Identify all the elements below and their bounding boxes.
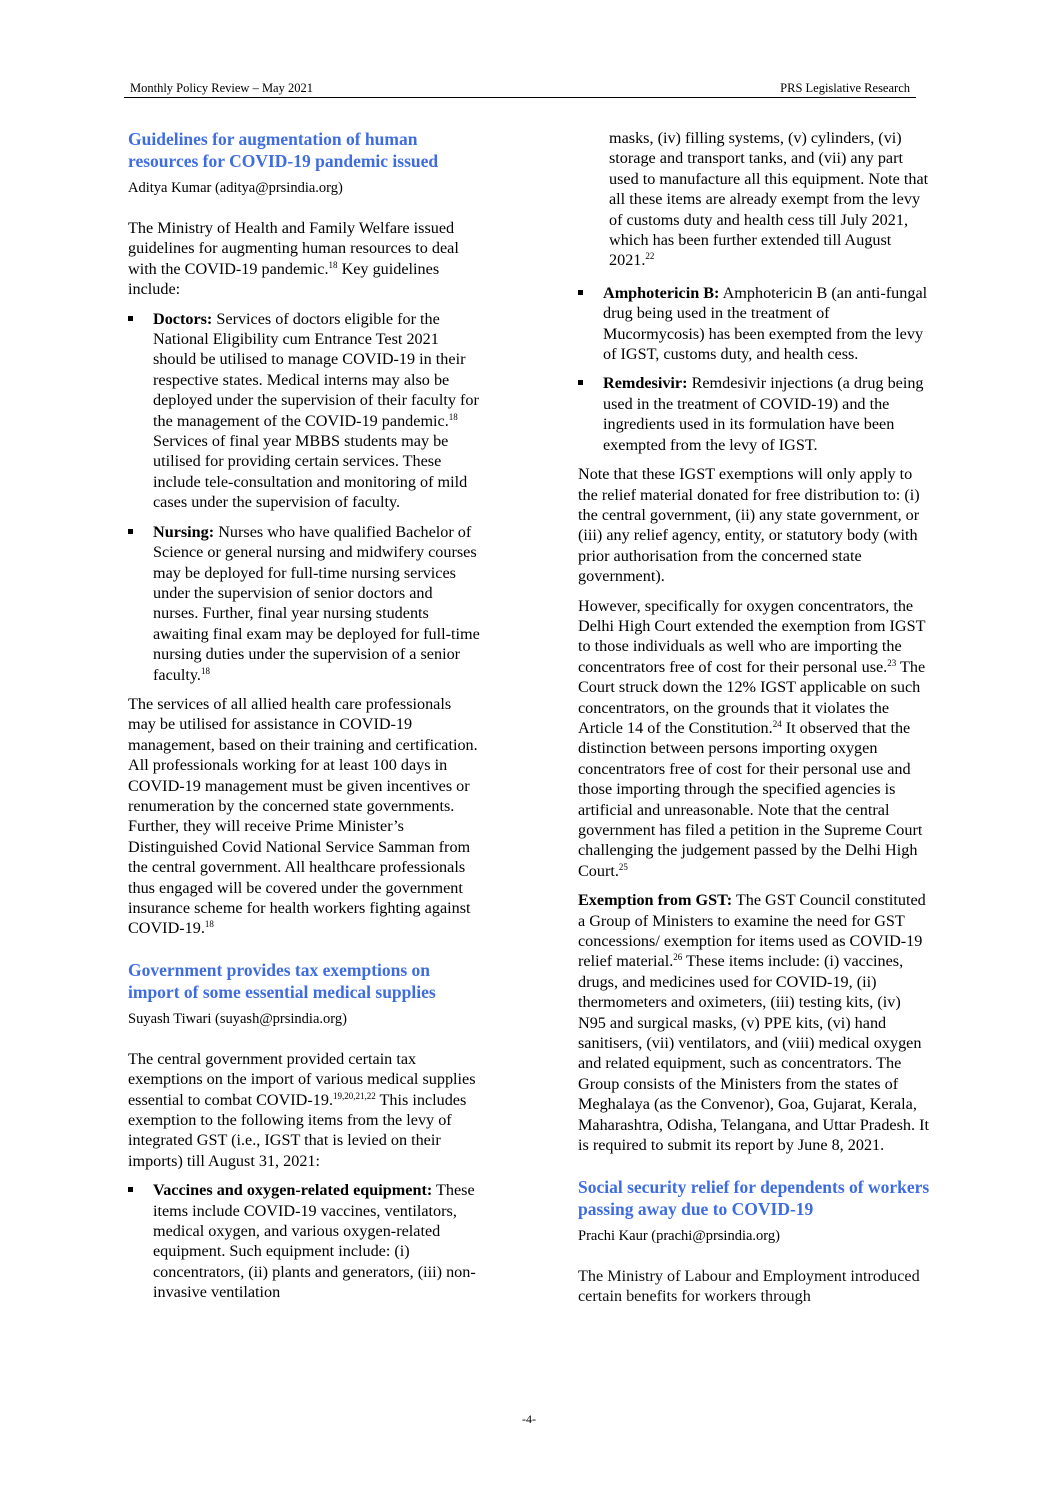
list-item-label: Vaccines and oxygen-related equipment: [153, 1181, 433, 1200]
article-intro: The central government provided certain tax exemptions on the import of various medical supplies essential to combat COVID-19.$^{19,20,21,22}$ This includes exemption to the following items from the levy of integrated GST (i.e., IGST that is levied on their imports) till August 31, 2021: [128, 1049, 476, 1170]
footnote-ref[interactable]: 26 [673, 952, 683, 963]
article-intro: The Ministry of Health and Family Welfare issued guidelines for augmenting human resources to deal with the COVID-19 pandemic.$^{18}$ Key guidelines include: [128, 219, 459, 299]
footnote-ref[interactable]: 24 [772, 718, 782, 729]
list-item-vaccines-oxygen: Vaccines and oxygen-related equipment: These items include COVID-19 vaccines, ventilators, medical oxygen, and various oxygen-related equipment. Such equipment include: (i) concentrators, (ii) plants and generators, (iii) non-invasive ventilation [128, 1180, 480, 1302]
article-tax-exemptions [128, 959, 480, 1303]
page-header [124, 80, 916, 98]
footnote-ref[interactable]: 19,20,21,22 [333, 1090, 376, 1101]
paragraph-label: Exemption from GST: [578, 891, 733, 910]
list-item-amphotericin: Amphotericin B: Amphotericin B (an anti-fungal drug being used in the treatment of Mucormycosis) has been exempted from the levy of IGST, customs duty, and health cess. [578, 283, 930, 365]
exemptions-list-continued [578, 283, 930, 455]
bullet-icon [578, 380, 583, 385]
list-item-vaccines-oxygen-continued: masks, (iv) filling systems, (v) cylinders, (vi) storage and transport tanks, and (vii) any part used to manufacture all this equipment. Note that all these items are already exempt from the levy of customs duty and health cess till July 2021, which has been further extended till August 2021.22 [609, 129, 929, 270]
article-social-security [578, 1176, 930, 1307]
footnote-ref[interactable]: 18 [328, 259, 338, 270]
footnote-ref[interactable]: 25 [618, 861, 628, 872]
header-publication-title: Monthly Policy Review – May 2021 [130, 81, 313, 95]
list-item-label: Amphotericin B: [603, 283, 720, 302]
footnote-ref[interactable]: 22 [645, 251, 655, 262]
list-item-doctors: Doctors: Services of doctors eligible for the National Eligibility cum Entrance Test 2021 should be utilised to manage COVID-19 in their respective states. Medical interns may also be deployed under the supervision of their faculty for the management of the COVID-19 pandemic.$^{18}$ Services of final year MBBS students may be utilised for providing certain services. These include tele-consultation and monitoring of mild cases under the supervision of faculty. [128, 309, 480, 513]
footnote-ref[interactable]: 18 [448, 411, 458, 422]
article-title: Social security relief for dependents of workers passing away due to COVID-19 [578, 1176, 930, 1219]
footnote-ref[interactable]: 18 [200, 665, 210, 676]
list-item-label: Doctors: [153, 309, 213, 328]
article-author: Prachi Kaur (prachi@prsindia.org) [578, 1227, 780, 1244]
footnote-ref[interactable]: 18 [204, 919, 214, 930]
article-author: Suyash Tiwari (suyash@prsindia.org) [128, 1010, 347, 1027]
article-author: Aditya Kumar (aditya@prsindia.org) [128, 180, 343, 196]
list-item-nursing: Nursing: Nurses who have qualified Bachelor of Science or general nursing and midwifery courses may be deployed for full-time nursing services under the supervision of senior doctors and nurses. Further, final year nursing students awaiting final exam may be deployed for full-time nursing duties under the supervision of a senior faculty.$^{18}$ [128, 522, 480, 685]
list-item-label: Remdesivir: [603, 374, 688, 393]
list-item-remdesivir: Remdesivir: Remdesivir injections (a drug being used in the treatment of COVID-19) and the ingredients used in its formulation have been exempted from the levy of IGST. [578, 373, 930, 455]
right-column [578, 128, 930, 1315]
paragraph-igst-note: Note that these IGST exemptions will only apply to the relief material donated for free distribution to: (i) the central government, (ii) any state government, or (iii) any relief agency, entity, or statutory body (with prior authorisation from the concerned state government). [578, 465, 920, 586]
article-closing: The services of all allied health care professionals may be utilised for assistance in COVID-19 management, based on their training and certification. All professionals working for at least 100 days in COVID-19 management must be given incentives or renumeration by the concerned state governments. Further, they will receive Prime Minister’s Distinguished Covid National Service Samman from the central government. All healthcare professionals thus engaged will be covered under the government insurance scheme for health workers fighting against COVID-19.18 [128, 694, 478, 938]
bullet-icon [128, 316, 133, 321]
article-intro: The Ministry of Labour and Employment introduced certain benefits for workers through [578, 1266, 920, 1305]
footnote-ref[interactable]: 23 [887, 657, 897, 668]
article-title: Government provides tax exemptions on import of some essential medical supplies [128, 959, 436, 1002]
bullet-icon [128, 529, 133, 534]
paragraph-gst-exemption: Exemption from GST: The GST Council constituted a Group of Ministers to examine the need for GST concessions/ exemption for items used as COVID-19 relief material.$^{26}$ These items include: (i) vaccines, drugs, and medicines used for COVID-19, (ii) thermometers and oximeters, (iii) testing kits, (iv) N95 and surgical masks, (v) PPE kits, (vi) hand sanitisers, (vii) ventilators, and (viii) medical oxygen and related equipment, such as concentrators. The Group consists of the Ministers from the states of Meghalaya (as the Convenor), Goa, Gujarat, Kerala, Maharashtra, Odisha, Telangana, and Uttar Pradesh. It is required to submit its report by June 8, 2021. [578, 891, 929, 1155]
article-title: Guidelines for augmentation of human resources for COVID-19 pandemic issued [128, 129, 439, 171]
bullet-icon [578, 290, 583, 295]
exemptions-list [128, 1180, 480, 1302]
list-item-label: Nursing: [153, 522, 215, 541]
guidelines-list [128, 309, 480, 685]
page-number: -4- [522, 1412, 536, 1426]
article-hr-guidelines [128, 128, 480, 939]
header-organization: PRS Legislative Research [780, 81, 910, 95]
bullet-icon [128, 1187, 133, 1192]
left-column [128, 128, 480, 1312]
paragraph-delhi-high-court: However, specifically for oxygen concentrators, the Delhi High Court extended the exemption from IGST to those individuals as well who are importing the concentrators free of cost for their personal use.$^{23}$ The Court struck down the 12% IGST applicable on such concentrators, on the grounds that it violates the Article 14 of the Constitution.$^{24}$ It observed that the distinction between persons importing oxygen concentrators free of cost for their personal use and those importing through the specified agencies is artificial and unreasonable. Note that the central government has filed a petition in the Supreme Court challenging the judgement passed by the Delhi High Court.$^{25}$ [578, 596, 926, 880]
